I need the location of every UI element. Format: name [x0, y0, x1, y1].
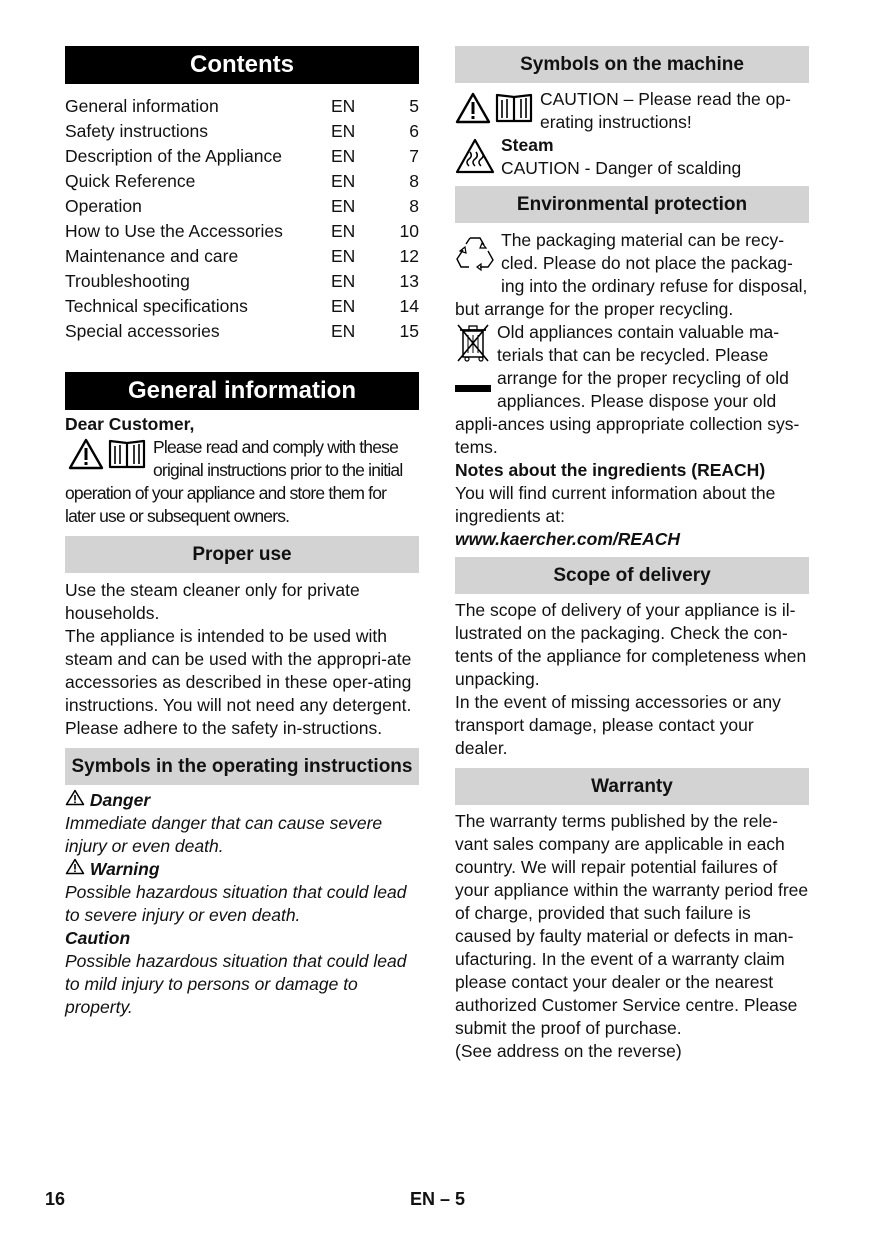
warning-text: Possible hazardous situation that could lead to severe injury or even death. — [65, 882, 407, 925]
toc-row[interactable] — [65, 119, 419, 144]
warranty-heading: Warranty — [455, 768, 809, 805]
proper-use-heading: Proper use — [65, 536, 419, 573]
toc-page-number: 6 — [409, 121, 419, 141]
intro-line-3: operation of your appliance and store them for — [65, 483, 387, 503]
caution-read-text: CAUTION – Please read the op-erating instructions! — [540, 89, 791, 132]
warning-triangle-icon — [65, 789, 85, 812]
intro-icons — [68, 438, 147, 475]
toc-title: Description of the Appliance — [65, 146, 282, 166]
warning-triangle-icon — [455, 92, 491, 129]
toc-language: EN — [331, 146, 356, 166]
toc-language: EN — [331, 321, 356, 341]
environment-heading: Environmental protection — [455, 186, 809, 223]
manual-book-icon — [494, 92, 534, 129]
bin-icon-wrap — [455, 323, 491, 397]
steam-label: Steam — [501, 135, 554, 155]
packaging-text: The packaging material can be recy-cled. Please do not place the packag-ing into the ordinary refuse for disposal, but arrange for the proper recycling. — [455, 230, 808, 319]
recycle-icon-wrap — [455, 234, 495, 277]
toc-language: EN — [331, 246, 356, 266]
toc-title: Technical specifications — [65, 296, 248, 316]
symbols-machine-heading: Symbols on the machine — [455, 46, 809, 83]
general-information-heading: General information — [65, 372, 419, 410]
page-number: 16 — [45, 1189, 66, 1209]
steam-text: CAUTION - Danger of scalding — [501, 158, 742, 178]
steam-hot-surface-icon — [455, 138, 495, 179]
toc-language: EN — [331, 296, 356, 316]
greeting: Dear Customer, — [65, 414, 195, 434]
toc-language: EN — [331, 221, 356, 241]
old-appliances-text: Old appliances contain valuable ma-terials that can be recycled. Please arrange for the proper recycling of old appliances. Please dispose your old appli-ances using appropriate collection sys-tems. — [455, 322, 800, 457]
caution-text: Possible hazardous situation that could lead to mild injury to persons or damage to property. — [65, 951, 407, 1017]
toc-language: EN — [331, 121, 356, 141]
toc-title: Troubleshooting — [65, 271, 190, 291]
caution-read-icons — [455, 92, 534, 129]
toc-page-number: 7 — [409, 146, 419, 166]
toc-row[interactable] — [65, 169, 419, 194]
toc-title: Quick Reference — [65, 171, 196, 191]
steam-icon-wrap — [455, 138, 495, 179]
reach-url-link[interactable]: www.kaercher.com/REACH — [455, 529, 680, 549]
intro-line-4: later use or subsequent owners. — [65, 506, 290, 526]
warning-triangle-icon — [68, 438, 104, 475]
scope-text-1: The scope of delivery of your appliance is il-lustrated on the packaging. Check the con-tents of the appliance for completeness when unpacking. — [455, 600, 807, 689]
warning-label: Warning — [89, 859, 160, 879]
crossed-bin-icon — [455, 323, 491, 368]
toc-row[interactable] — [65, 194, 419, 219]
left-column — [65, 46, 419, 1019]
old-appliances-block — [455, 321, 809, 459]
intro-line-2: original instructions prior to the initial — [153, 460, 403, 480]
toc-title: How to Use the Accessories — [65, 221, 283, 241]
toc-row[interactable] — [65, 144, 419, 169]
caution-label: Caution — [65, 928, 131, 948]
toc-title: Special accessories — [65, 321, 220, 341]
scope-heading: Scope of delivery — [455, 557, 809, 594]
toc-title: Operation — [65, 196, 142, 216]
toc-page-number: 13 — [399, 271, 419, 291]
toc-title: Maintenance and care — [65, 246, 239, 266]
reach-text: You will find current information about the ingredients at: — [455, 483, 776, 526]
danger-text: Immediate danger that can cause severe injury or even death. — [65, 813, 383, 856]
warranty-text: The warranty terms published by the rele-vant sales company are applicable in each country. We will repair potential failures of your appliance within the warranty period free of charge, provided that such failure is caused by faulty material or defects in man-ufacturing. In the event of a warranty claim please contact your dealer or the nearest authorized Customer Service centre. Please submit the proof of purchase. — [455, 811, 809, 1038]
scope-text-2: In the event of missing accessories or any transport damage, please contact your dealer. — [455, 692, 781, 758]
toc-page-number: 10 — [399, 221, 419, 241]
symbols-instructions-heading: Symbols in the operating instructions — [65, 748, 419, 785]
toc-row[interactable] — [65, 294, 419, 319]
recycle-icon — [455, 234, 495, 277]
contents-heading: Contents — [65, 46, 419, 84]
toc-page-number: 8 — [409, 171, 419, 191]
toc-page-number: 14 — [399, 296, 419, 316]
toc-page-number: 15 — [399, 321, 419, 341]
warning-label-row — [65, 858, 419, 881]
toc-page-number: 12 — [399, 246, 419, 266]
warranty-address-note: (See address on the reverse) — [455, 1041, 682, 1061]
reach-title: Notes about the ingredients (REACH) — [455, 460, 766, 480]
bin-underline-bar-icon — [455, 376, 491, 397]
toc-title: General information — [65, 96, 219, 116]
danger-label-row — [65, 789, 419, 812]
toc-language: EN — [331, 196, 356, 216]
section-page-number: EN – 5 — [410, 1189, 466, 1209]
intro-paragraph — [65, 436, 419, 528]
toc-language: EN — [331, 271, 356, 291]
proper-use-text: Use the steam cleaner only for private households. The appliance is intended to be used with steam and can be used with the appropri-ate accessories as described in these oper-ating instructions. You will not need any detergent. Please adhere to the safety in-structions. — [65, 580, 412, 738]
toc-row[interactable] — [65, 244, 419, 269]
danger-label: Danger — [89, 790, 151, 810]
manual-book-icon — [107, 438, 147, 475]
packaging-block — [455, 229, 809, 321]
warning-triangle-icon — [65, 858, 85, 881]
toc-row[interactable] — [65, 219, 419, 244]
toc-row[interactable] — [65, 269, 419, 294]
toc-row[interactable] — [65, 319, 419, 344]
steam-block — [455, 134, 809, 180]
toc-row[interactable] — [65, 94, 419, 119]
toc-page-number: 8 — [409, 196, 419, 216]
toc-language: EN — [331, 96, 356, 116]
toc-title: Safety instructions — [65, 121, 208, 141]
right-column — [455, 46, 809, 1063]
table-of-contents — [65, 94, 419, 344]
toc-page-number: 5 — [409, 96, 419, 116]
toc-language: EN — [331, 171, 356, 191]
caution-read-block — [455, 88, 809, 134]
intro-line-1: Please read and comply with these — [153, 437, 399, 457]
